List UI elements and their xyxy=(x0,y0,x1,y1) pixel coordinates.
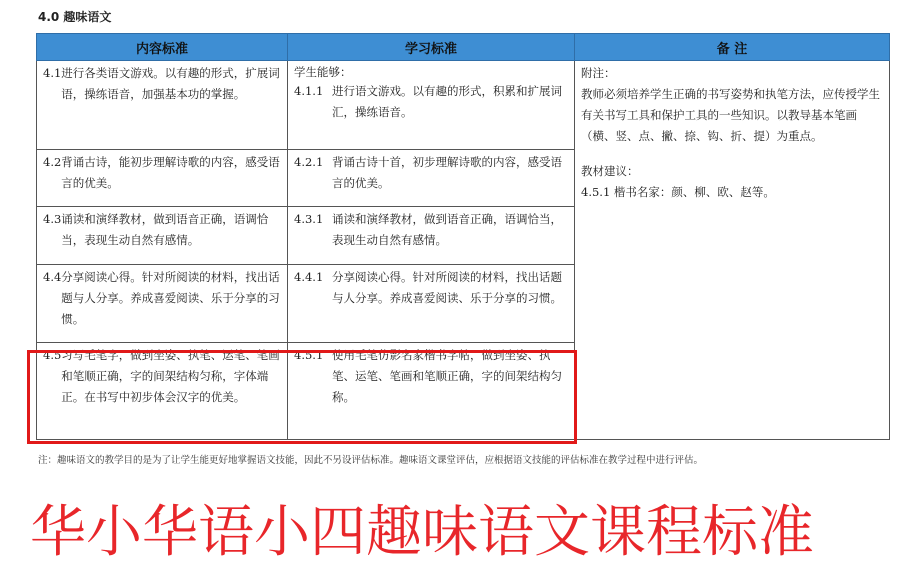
header-learning-standard: 学习标准 xyxy=(288,34,575,61)
content-text: 诵读和演绎教材，做到语音正确，语调恰当，表现生动自然有感情。 xyxy=(61,212,269,247)
notes-cell xyxy=(575,61,890,440)
overlay-caption: 华小华语小四趣味语文课程标准 xyxy=(30,500,814,565)
content-text: 分享阅读心得。针对所阅读的材料，找出话题与人分享。养成喜爱阅读、乐于分享的习惯。 xyxy=(61,270,280,326)
learning-text: 使用毛笔仿影名家楷书字帖，做到坐姿、执笔、运笔、笔画和笔顺正确，字的间架结构匀称。 xyxy=(332,348,562,404)
material-suggestion-label: 教材建议： xyxy=(581,164,639,178)
content-number: 4.1 xyxy=(43,66,62,80)
learning-intro: 学生能够： xyxy=(294,65,352,79)
learning-text: 诵读和演绎教材，做到语音正确，语调恰当，表现生动自然有感情。 xyxy=(332,212,562,247)
learning-cell xyxy=(288,150,575,207)
content-cell xyxy=(37,61,288,150)
learning-number: 4.5.1 xyxy=(294,348,324,362)
header-content-standard: 内容标准 xyxy=(37,34,288,61)
material-suggestion-text: 4.5.1 楷书名家：颜、柳、欧、赵等。 xyxy=(581,185,775,199)
learning-number: 4.2.1 xyxy=(294,155,324,169)
content-text: 习写毛笔字，做到坐姿、执笔、运笔、笔画和笔顺正确，字的间架结构匀称，字体端正。在书写中初步体会汉字的优美。 xyxy=(61,348,280,404)
notes-text: 教师必须培养学生正确的书写姿势和执笔方法，应传授学生有关书写工具和保护工具的一些知识。以教导基本笔画（横、竖、点、撇、捺、钩、折、提）为重点。 xyxy=(581,87,880,143)
content-cell xyxy=(37,207,288,265)
table-header-row xyxy=(37,34,890,61)
content-text: 背诵古诗，能初步理解诗歌的内容，感受语言的优美。 xyxy=(61,155,280,190)
notes-label: 附注： xyxy=(581,66,616,80)
highlight-box xyxy=(27,350,577,444)
content-cell xyxy=(37,265,288,343)
learning-text: 背诵古诗十首，初步理解诗歌的内容，感受语言的优美。 xyxy=(332,155,562,190)
content-cell xyxy=(37,150,288,207)
table-row xyxy=(37,61,890,150)
learning-number: 4.4.1 xyxy=(294,270,324,284)
footnote: 注：趣味语文的教学目的是为了让学生能更好地掌握语文技能，因此不另设评估标准。趣味语文课堂评估，应根据语文技能的评估标准在教学过程中进行评估。 xyxy=(38,455,704,466)
content-number: 4.2 xyxy=(43,155,62,169)
learning-cell xyxy=(288,61,575,150)
learning-cell xyxy=(288,207,575,265)
content-number: 4.5 xyxy=(43,348,62,362)
learning-number: 4.1.1 xyxy=(294,84,324,98)
learning-number: 4.3.1 xyxy=(294,212,324,226)
content-text: 进行各类语文游戏。以有趣的形式，扩展词语，操练语音，加强基本功的掌握。 xyxy=(61,66,280,101)
learning-cell xyxy=(288,265,575,343)
learning-text: 进行语文游戏。以有趣的形式，积累和扩展词汇，操练语音。 xyxy=(332,84,562,119)
content-number: 4.4 xyxy=(43,270,62,284)
content-number: 4.3 xyxy=(43,212,62,226)
header-notes: 备 注 xyxy=(575,34,890,61)
learning-text: 分享阅读心得。针对所阅读的材料，找出话题与人分享。养成喜爱阅读、乐于分享的习惯。 xyxy=(332,270,562,305)
section-title: 4.0 趣味语文 xyxy=(38,10,112,24)
